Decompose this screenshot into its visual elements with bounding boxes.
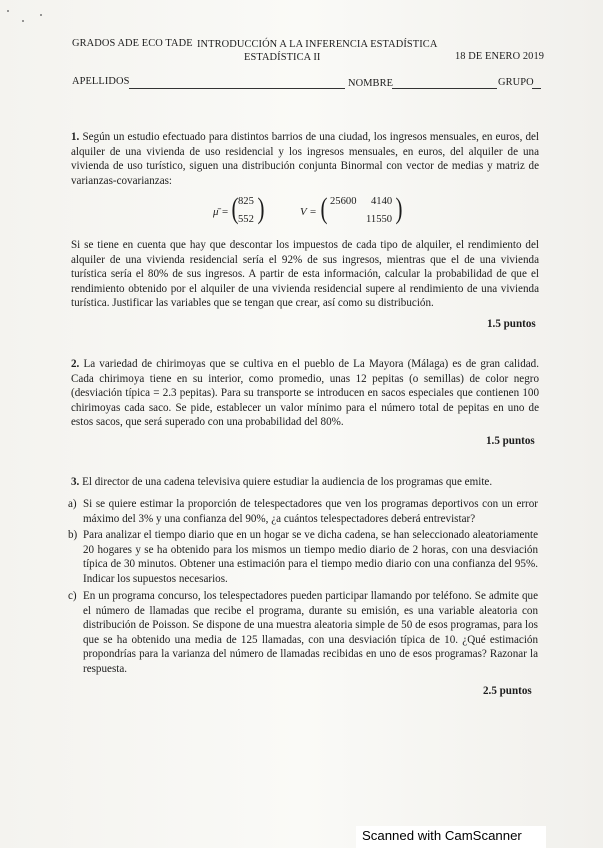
question-3-text [71,475,539,490]
nombre-line [392,88,497,89]
question-2-text [71,357,539,430]
scan-speck [7,10,9,12]
header-subtitle: ESTADÍSTICA II [244,52,321,63]
header-course: INTRODUCCIÓN A LA INFERENCIA ESTADÍSTICA [197,39,438,50]
question-1-task: Si se tiene en cuenta que hay que descontar los impuestos de cada tipo de alquiler, el rendimiento del alquiler de una vivienda residencial sería el 92% de sus ingresos, mientras que el de una vivienda turística sería el 80% de sus ingresos. A partir de esta información, calcular la probabilidad de que el rendimiento obtenido por el alquiler de una vivienda residencial supere al rendimiento de una vivienda turística. Justificar las variables que se tengan que crear, así como su distribución. [71,239,539,310]
right-paren: ) [395,192,403,225]
mean-vector-label: μ̄ = [213,206,229,218]
apellidos-line [129,88,345,89]
grupo-label: GRUPO [498,77,534,88]
left-paren: ( [320,192,328,225]
question-1-points: 1.5 puntos [487,318,536,330]
header-date: 18 DE ENERO 2019 [455,51,545,62]
mean-value-2: 552 [238,214,254,225]
question-1-statement: Según un estudio efectuado para distintos barrios de una ciudad, los ingresos mensuales, en euros, del alquiler de una vivienda de uso residencial y los ingresos mensuales, en euros, del alquiler de una vivienda de uso turístico, siguen una distribución conjunta Binormal con vector de medias y matriz de varianzas-covarianzas: [71,131,539,187]
item-text: En un programa concurso, los telespectadores pueden participar llamando por teléfono. Se admite que el número de llamadas que recibe el programa, durante su emisión, es una variable aleatoria con distribución de Poisson. Se dispone de una muestra aleatoria simple de 50 de esos programas, para los que se ha obtenido una media de 125 llamadas, con una desviación típica de 10. ¿Qué estimación propondrías para la varianza del número de llamadas recibidas en uno de esos programas? Razonar la respuesta. [83,590,538,675]
question-1-text [71,130,539,188]
apellidos-label: APELLIDOS [72,76,130,87]
question-3-points: 2.5 puntos [483,685,532,697]
question-1-number: 1. [71,131,80,143]
item-label: b) [68,529,78,541]
watermark-text: Scanned with CamScanner [362,828,522,843]
question-2-points: 1.5 puntos [486,435,535,447]
scan-speck [22,20,24,22]
camscanner-watermark [356,826,546,848]
mean-value-1: 825 [238,196,254,207]
question-3-statement: El director de una cadena televisiva quiere estudiar la audiencia de los programas que emite. [82,476,493,488]
item-label: a) [68,498,77,510]
left-paren: ( [231,192,239,225]
question-3c [68,589,538,677]
item-text: Si se quiere estimar la proporción de telespectadores que ven los programas deportivos con un error máximo del 3% y una confianza del 90%, ¿a cuántos telespectadores deberá entrevistar? [83,498,538,525]
header-degrees: GRADOS ADE ECO TADE [72,38,193,49]
scan-speck [40,14,42,16]
variance-2: 11550 [366,214,393,225]
item-label: c) [68,590,77,602]
right-paren: ) [257,192,265,225]
question-3b [68,528,538,586]
covariance: 4140 [371,196,393,207]
item-text: Para analizar el tiempo diario que en un hogar se ve dicha cadena, se han seleccionado aleatoriamente 20 hogares y se ha obtenido para los mismos un tiempo medio diario de 2 horas, con una desviación típica de 30 minutos. Obtener una estimación para el tiempo medio diario con una confianza del 95%. Indicar los supuestos necesarios. [83,529,538,585]
grupo-line [532,88,541,89]
covariance-matrix-label: V = [300,206,317,218]
question-2-number: 2. [71,358,80,370]
nombre-label: NOMBRE [348,78,394,89]
question-3a [68,497,538,526]
question-2-statement: La variedad de chirimoyas que se cultiva en el pueblo de La Mayora (Málaga) es de gran calidad. Cada chirimoya tiene en su interior, como promedio, unas 12 pepitas (o semillas) de color negro (desviación típica = 2.3 pepitas). Para su transporte se introducen en sacos especiales que contienen 100 chirimoyas cada saco. Se pide, establecer un valor mínimo para el número total de pepitas en uno de estos sacos, que será superado con una probabilidad del 80%. [71,358,539,429]
variance-1: 25600 [330,196,357,207]
question-3-number: 3. [71,476,80,488]
